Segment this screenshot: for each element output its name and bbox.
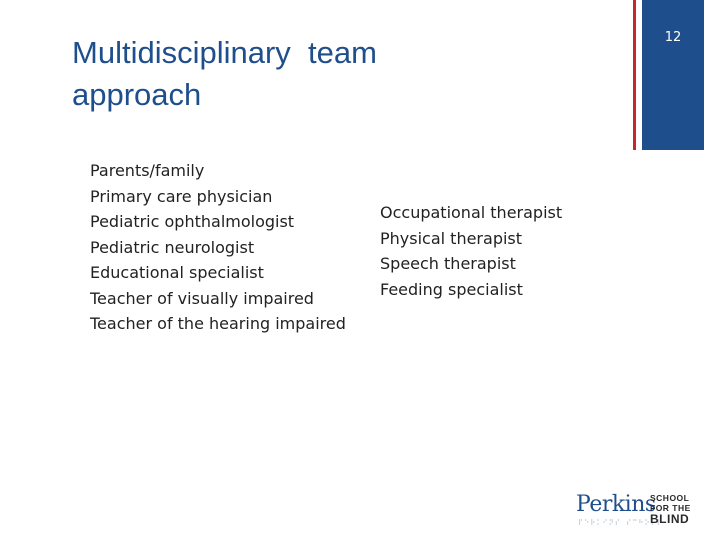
team-member-item: Pediatric neurologist <box>90 237 255 257</box>
team-list-right <box>380 200 562 302</box>
accent-blue-bar <box>642 0 704 150</box>
team-member-item: Speech therapist <box>380 254 516 273</box>
logo-braille: ⠏⠑⠗⠅⠊⠝⠎ ⠎⠉⠓⠕⠕⠇ <box>578 519 663 527</box>
team-member-item: Occupational therapist <box>380 203 563 222</box>
team-list-left <box>90 158 346 337</box>
team-member-item: Parents/family <box>90 161 205 180</box>
team-member-item: Teacher of visually impaired <box>90 288 314 308</box>
team-member-item: Pediatric ophthalmologist <box>90 212 295 231</box>
team-member-item: Feeding specialist <box>380 279 523 299</box>
team-member-item: Physical therapist <box>380 228 523 248</box>
team-member-item: Primary care physician <box>90 186 273 206</box>
logo-line-blind: BLIND <box>650 512 690 526</box>
team-member-item: Educational specialist <box>90 263 264 282</box>
team-member-item: Teacher of the hearing impaired <box>90 314 346 333</box>
logo-wordmark: Perkins <box>576 492 656 517</box>
logo-line-school: SCHOOL <box>650 493 690 503</box>
slide-title: Multidisciplinary team approach <box>72 35 377 112</box>
accent-red-bar <box>633 0 636 150</box>
perkins-logo <box>576 492 716 532</box>
logo-line-forthe: FOR THE <box>650 503 691 513</box>
slide-number: 12 <box>664 30 682 45</box>
logo-subtitle <box>650 493 691 526</box>
